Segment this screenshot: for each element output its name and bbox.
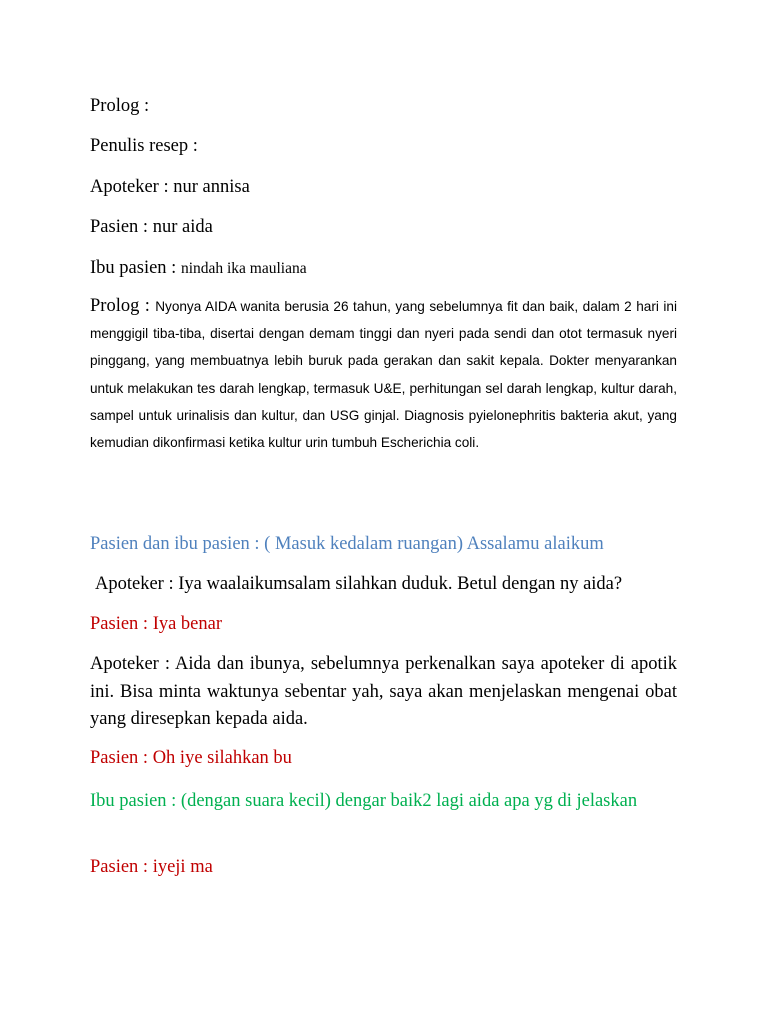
- prolog-text: Nyonya AIDA wanita berusia 26 tahun, yang sebelumnya fit dan baik, dalam 2 hari ini menggigil tiba-tiba, disertai dengan demam tinggi dan nyeri pada sendi dan otot termasuk nyeri pinggang, yang membuatnya lebih buruk pada gerakan dan sakit kepala. Dokter menyarankan untuk melakukan tes darah lengkap, termasuk U&E, perhitungan sel darah lengkap, kultur darah, sampel untuk urinalisis dan kultur, dan USG ginjal. Diagnosis pyielonephritis bakteria akut, yang kemudian dikonfirmasi ketika kultur urin tumbuh Escherichia coli.: [90, 299, 677, 451]
- prolog-title: Prolog :: [90, 96, 150, 116]
- dialogue-line-4: Apoteker : Aida dan ibunya, sebelumnya perkenalkan saya apoteker di apotik ini. Bisa minta waktunya sebentar yah, saya akan menjelaskan mengenai obat yang diresepkan kepada aida.: [90, 654, 677, 729]
- dialogue-line-1: Pasien dan ibu pasien : ( Masuk kedalam ruangan) Assalamu alaikum: [90, 534, 604, 554]
- penulis-resep-line: Penulis resep :: [90, 136, 198, 156]
- ibu-pasien-line: [90, 256, 307, 281]
- dialogue-line-2: Apoteker : Iya waalaikumsalam silahkan duduk. Betul dengan ny aida?: [95, 574, 623, 594]
- dialogue-line-6: Ibu pasien : (dengan suara kecil) dengar baik2 lagi aida apa yg di jelaskan: [90, 791, 638, 811]
- ibu-pasien-name: nindah ika mauliana: [180, 260, 307, 277]
- apoteker-line: [90, 175, 250, 199]
- pasien-label: Pasien :: [90, 217, 153, 237]
- apoteker-label: Apoteker :: [90, 177, 174, 197]
- pasien-name: nur aida: [152, 217, 213, 237]
- dialogue-line-5: Pasien : Oh iye silahkan bu: [90, 748, 292, 768]
- prolog-paragraph: [90, 293, 677, 456]
- pasien-line: [90, 215, 213, 239]
- ibu-pasien-label: Ibu pasien :: [90, 258, 181, 278]
- prolog-lead: Prolog :: [90, 296, 156, 316]
- apoteker-name: nur annisa: [173, 177, 250, 197]
- dialogue-line-3: Pasien : Iya benar: [90, 614, 223, 634]
- dialogue-line-7: Pasien : iyeji ma: [90, 857, 213, 877]
